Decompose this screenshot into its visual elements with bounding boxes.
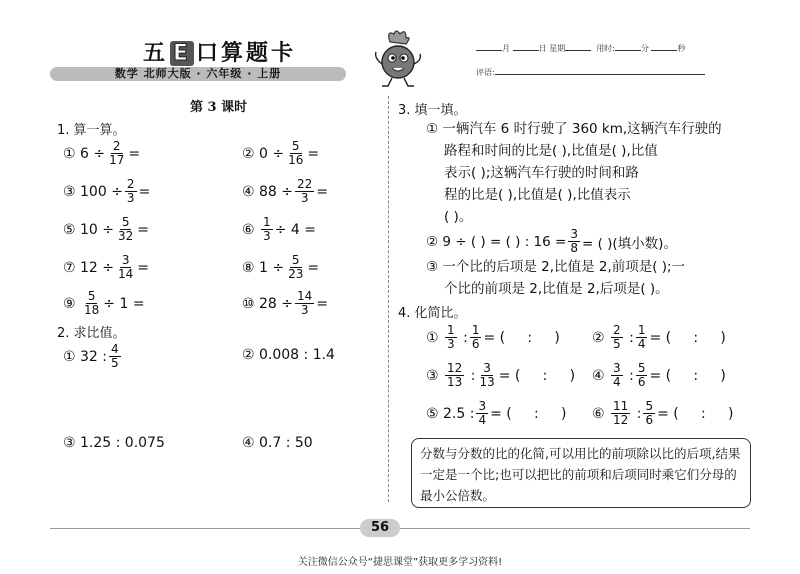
calc-question: ① 6 ÷ $\frac{2}{17}$ = (63, 139, 141, 167)
card-title: 五 E 口算题卡 (143, 41, 297, 66)
calc-question: ⑦ 12 ÷ $\frac{3}{14}$ = (63, 253, 150, 281)
ratio-question-2: ② 0.008 : 1.4 (242, 347, 335, 363)
fraction: $\frac{22}{3}$ (297, 177, 313, 205)
calc-question: ⑨ $\frac{5}{18}$ ÷ 1 = (63, 289, 145, 317)
fraction: $\frac{2}{3}$ (126, 177, 135, 205)
section-3-heading: 3. 填一填。 (398, 103, 467, 118)
fraction: $\frac{2}{5}$ (613, 323, 621, 351)
fraction: $\frac{5}{6}$ (645, 399, 654, 427)
calc-question: ⑩ 28 ÷ $\frac{14}{3}$ = (242, 289, 329, 317)
fraction: $\frac{1}{6}$ (471, 323, 480, 351)
calc-question: ⑧ 1 ÷ $\frac{5}{23}$ = (242, 253, 320, 281)
calc-question: ④ 88 ÷ $\frac{22}{3}$ = (242, 177, 329, 205)
fraction: $\frac{3}{13}$ (479, 361, 495, 389)
fraction: $\frac{1}{3}$ (263, 215, 271, 243)
fraction: $\frac{2}{17}$ (109, 139, 125, 167)
page-rule (50, 528, 750, 529)
ratio-question-4: ④ 0.7 : 50 (242, 435, 313, 451)
fraction: $\frac{12}{13}$ (447, 361, 463, 389)
section-2-heading: 2. 求比值。 (57, 326, 126, 341)
calc-question: ⑥ $\frac{1}{3}$ ÷ 4 = (242, 215, 316, 243)
simplify-question: ④ $\frac{3}{4}$ : $\frac{5}{6}$ = ( : ) (592, 361, 726, 389)
fill-question-1: ① 一辆汽车 6 时行驶了 360 km,这辆汽车行驶的 路程和时间的比是( ),比值是( ),比值 表示( );这辆汽车行驶的时间和路 程的比是( ),比值是( ),比值表示 ( )。 (426, 121, 722, 225)
simplify-question: ⑥ $\frac{11}{12}$ : $\frac{5}{6}$ = ( : ) (592, 399, 734, 427)
simplify-question: ③ $\frac{12}{13}$ : $\frac{3}{13}$ = ( : ) (426, 361, 576, 389)
fraction: $\frac{4}{5}$ (111, 342, 119, 370)
fraction: $\frac{5}{32}$ (118, 215, 134, 243)
page-number: 56 (360, 519, 400, 537)
simplify-question: ⑤ 2.5 : $\frac{3}{4}$ = ( : ) (426, 399, 567, 427)
ratio-question-3: ③ 1.25 : 0.075 (63, 435, 165, 451)
mascot-icon (368, 28, 428, 90)
tip-box: 分数与分数的比的化简,可以用比的前项除以比的后项,结果一定是一个比;也可以把比的前项和后项同时乘它们分母的最小公倍数。 (411, 438, 751, 508)
simplify-question: ② $\frac{2}{5}$ : $\frac{1}{4}$ = ( : ) (592, 323, 726, 351)
lesson-title: 第 3 课时 (190, 100, 248, 115)
fraction: $\frac{5}{6}$ (637, 361, 646, 389)
fraction: $\frac{14}{3}$ (297, 289, 313, 317)
fraction: $\frac{3}{4}$ (478, 399, 487, 427)
subtitle-bar: 数学 北师大版 · 六年级 · 上册 (50, 67, 346, 81)
fill-question-2: ② 9 ÷ ( ) = ( ) : 16 = $\frac{3}{8}$ = ( )(填小数)。 (426, 227, 677, 255)
ratio-question-1: ① 32 : $\frac{4}{5}$ (63, 342, 119, 370)
footer-note: 关注微信公众号“捷思课堂”获取更多学习资料! (297, 557, 503, 568)
fraction: $\frac{1}{4}$ (637, 323, 646, 351)
calc-question: ② 0 ÷ $\frac{5}{16}$ = (242, 139, 320, 167)
calc-question: ⑤ 10 ÷ $\frac{5}{32}$ = (63, 215, 150, 243)
fraction: $\frac{3}{4}$ (613, 361, 621, 389)
fill-question-3: ③ 一个比的后项是 2,比值是 2,前项是( );一 个比的前项是 2,比值是 2,后项是( )。 (426, 259, 686, 297)
fraction: $\frac{5}{18}$ (84, 289, 100, 317)
fraction: $\frac{1}{3}$ (447, 323, 455, 351)
fraction: $\frac{11}{12}$ (613, 399, 629, 427)
fraction: $\frac{3}{14}$ (118, 253, 134, 281)
fraction: $\frac{3}{8}$ (570, 227, 578, 255)
comment-field: 评语: (476, 66, 705, 78)
date-fields: 月 日 星期 用时: 分 秒 (476, 42, 685, 54)
fraction: $\frac{5}{16}$ (288, 139, 304, 167)
section-4-heading: 4. 化简比。 (398, 306, 467, 321)
fraction: $\frac{5}{23}$ (288, 253, 304, 281)
column-divider (388, 96, 389, 502)
calc-question: ③ 100 ÷ $\frac{2}{3}$ = (63, 177, 151, 205)
section-1-heading: 1. 算一算。 (57, 123, 126, 138)
simplify-question: ① $\frac{1}{3}$ : $\frac{1}{6}$ = ( : ) (426, 323, 560, 351)
